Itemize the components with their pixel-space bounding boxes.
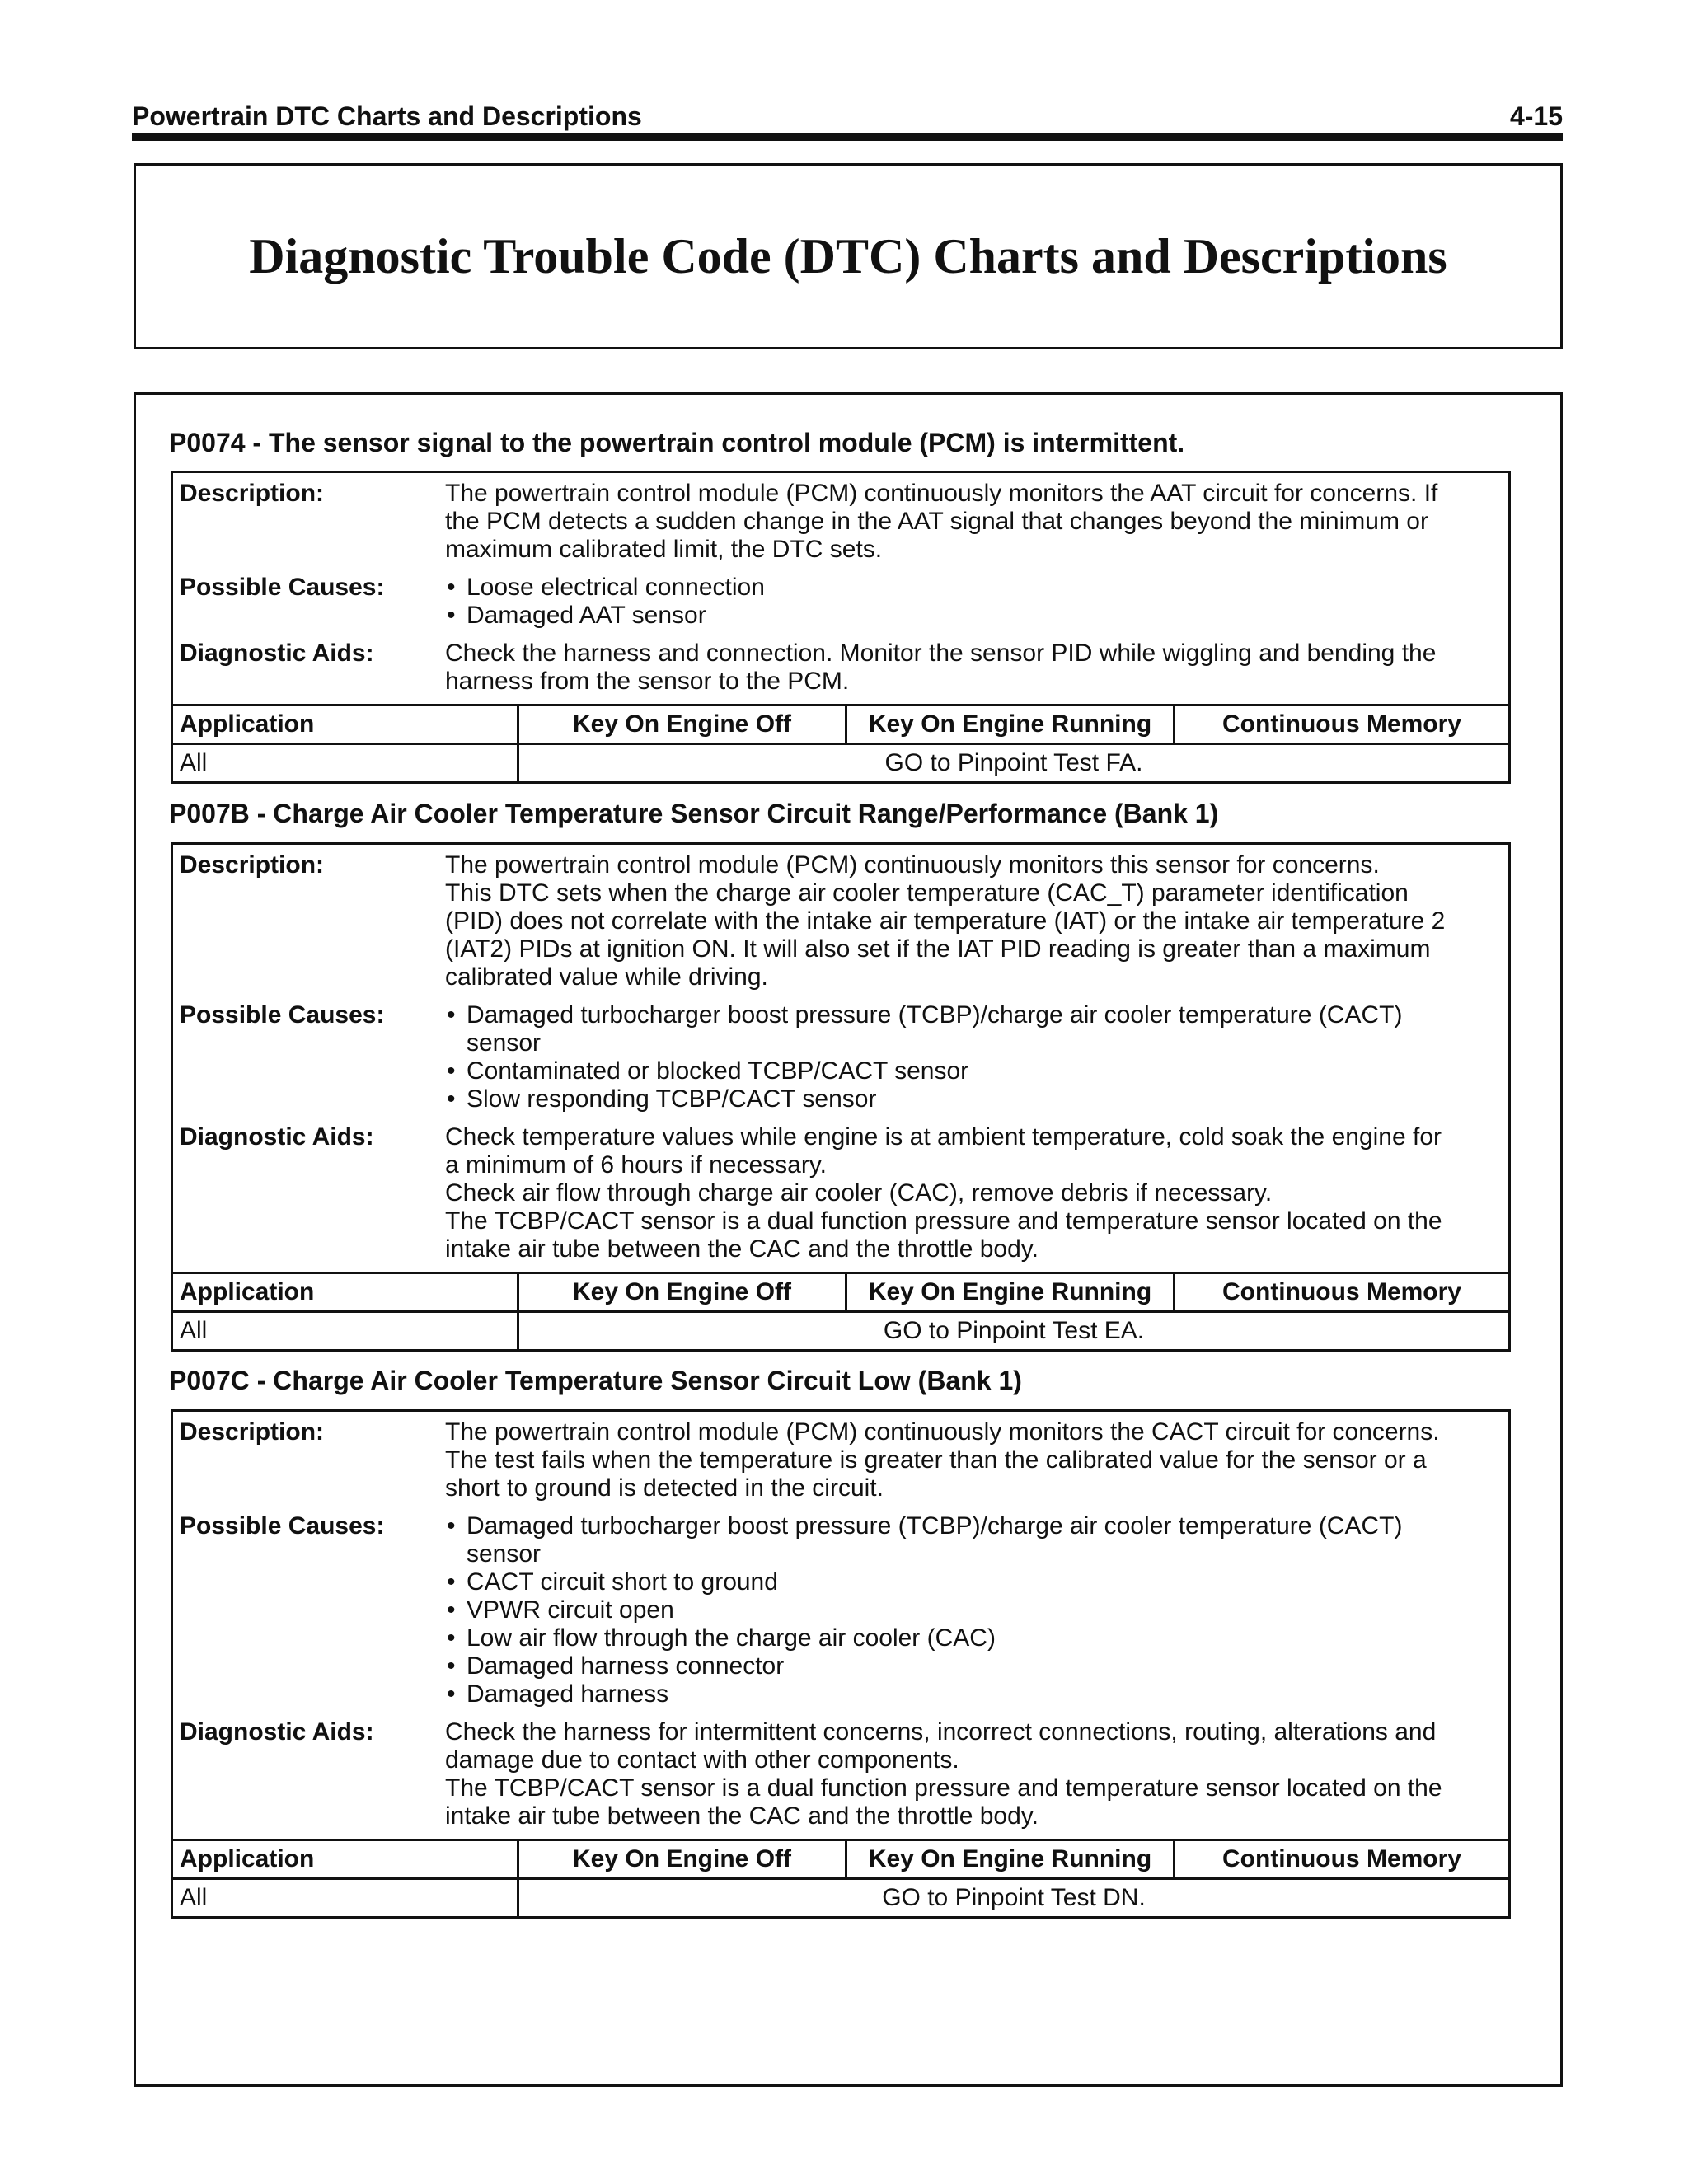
causes-label: Possible Causes:: [180, 574, 385, 601]
cm-header: Continuous Memory: [1222, 710, 1461, 738]
dtc-info: [173, 845, 1508, 1272]
aids-text: [445, 1718, 1492, 1830]
aids-label: Diagnostic Aids:: [180, 1123, 374, 1151]
bullet-list: [445, 1001, 1492, 1113]
causes-row: [180, 1512, 1492, 1708]
application-header-row: [173, 1839, 1508, 1877]
description-row: [180, 480, 1492, 564]
list-item: • Damaged harness: [445, 1680, 1492, 1708]
list-item: • CACT circuit short to ground: [445, 1568, 1492, 1596]
aids-text: [445, 1123, 1492, 1263]
application-header: Application: [173, 706, 519, 743]
application-value: All: [173, 1313, 519, 1349]
text-line: the PCM detects a sudden change in the AAT signal that changes beyond the minimum or: [445, 508, 1428, 535]
causes-list: [445, 1001, 1492, 1113]
list-item: • Loose electrical connection: [445, 574, 1492, 602]
text-line: The TCBP/CACT sensor is a dual function pressure and temperature sensor located on the: [445, 1207, 1442, 1235]
dtc-table: [171, 1409, 1511, 1919]
running-header: [132, 97, 1563, 132]
description-row: [180, 851, 1492, 991]
dtc-heading: P007B - Charge Air Cooler Temperature Sensor Circuit Range/Performance (Bank 1): [169, 799, 1219, 828]
text-line: The test fails when the temperature is greater than the calibrated value for the sensor or a: [445, 1446, 1427, 1474]
page-number: 4-15: [1509, 101, 1563, 131]
aids-label: Diagnostic Aids:: [180, 640, 374, 667]
text-line: calibrated value while driving.: [445, 963, 768, 991]
aids-text: [445, 640, 1492, 696]
text-line: The powertrain control module (PCM) continuously monitors the CACT circuit for concerns.: [445, 1418, 1440, 1446]
description-row: [180, 1418, 1492, 1502]
description-label: Description:: [180, 851, 325, 879]
list-item: • Contaminated or blocked TCBP/CACT sensor: [445, 1057, 1492, 1085]
aids-row: [180, 640, 1492, 696]
koeo-header: Key On Engine Off: [519, 1274, 847, 1310]
text-line: The powertrain control module (PCM) continuously monitors the AAT circuit for concerns. If: [445, 480, 1438, 507]
dtc-table: [171, 471, 1511, 784]
causes-label: Possible Causes:: [180, 1512, 385, 1540]
application-row: [173, 1877, 1508, 1916]
pinpoint-test-action: GO to Pinpoint Test DN.: [882, 1884, 1146, 1911]
text-line: harness from the sensor to the PCM.: [445, 668, 850, 695]
text-line: (PID) does not correlate with the intake air temperature (IAT) or the intake air temperature 2: [445, 907, 1446, 935]
list-item: • Slow responding TCBP/CACT sensor: [445, 1085, 1492, 1113]
description-label: Description:: [180, 480, 325, 507]
list-item: • Low air flow through the charge air cooler (CAC): [445, 1624, 1492, 1652]
page-title: Diagnostic Trouble Code (DTC) Charts and Descriptions: [249, 228, 1447, 284]
text-line: intake air tube between the CAC and the throttle body.: [445, 1802, 1039, 1830]
list-item: • Damaged AAT sensor: [445, 602, 1492, 630]
causes-label: Possible Causes:: [180, 1001, 385, 1029]
causes-row: [180, 1001, 1492, 1113]
description-label: Description:: [180, 1418, 325, 1446]
koer-header: Key On Engine Running: [847, 1274, 1175, 1310]
text-line: The TCBP/CACT sensor is a dual function pressure and temperature sensor located on the: [445, 1774, 1442, 1802]
description-text: [445, 480, 1492, 564]
dtc-table: [171, 842, 1511, 1352]
koer-header: Key On Engine Running: [847, 706, 1175, 743]
description-text: [445, 1418, 1492, 1502]
header-rule: [132, 133, 1563, 141]
text-line: damage due to contact with other components.: [445, 1746, 959, 1774]
application-header: Application: [173, 1841, 519, 1877]
text-line: Check temperature values while engine is at ambient temperature, cold soak the engine for: [445, 1123, 1442, 1151]
causes-list: [445, 1512, 1492, 1708]
text-line: This DTC sets when the charge air cooler temperature (CAC_T) parameter identification: [445, 879, 1409, 907]
list-item: • Damaged harness connector: [445, 1652, 1492, 1680]
text-line: Check air flow through charge air cooler (CAC), remove debris if necessary.: [445, 1179, 1273, 1207]
bullet-list: [445, 1512, 1492, 1708]
cm-header: Continuous Memory: [1222, 1278, 1461, 1305]
list-item: • VPWR circuit open: [445, 1596, 1492, 1624]
application-header-row: [173, 704, 1508, 743]
running-header-title: Powertrain DTC Charts and Descriptions: [132, 101, 642, 131]
dtc-container: [134, 392, 1563, 2087]
list-item: • Damaged turbocharger boost pressure (TCBP)/charge air cooler temperature (CACT) sensor: [445, 1512, 1492, 1568]
koeo-header: Key On Engine Off: [519, 706, 847, 743]
application-value: All: [173, 745, 519, 781]
pinpoint-test-action: GO to Pinpoint Test EA.: [883, 1317, 1145, 1344]
text-line: maximum calibrated limit, the DTC sets.: [445, 536, 883, 563]
text-line: short to ground is detected in the circuit.: [445, 1474, 884, 1502]
causes-row: [180, 574, 1492, 630]
text-line: The powertrain control module (PCM) continuously monitors this sensor for concerns.: [445, 851, 1380, 879]
koer-header: Key On Engine Running: [847, 1841, 1175, 1877]
cm-header: Continuous Memory: [1222, 1845, 1461, 1872]
aids-label: Diagnostic Aids:: [180, 1718, 374, 1746]
causes-list: [445, 574, 1492, 630]
dtc-info: [173, 473, 1508, 704]
description-text: [445, 851, 1492, 991]
bullet-list: [445, 574, 1492, 630]
koeo-header: Key On Engine Off: [519, 1841, 847, 1877]
list-item: • Damaged turbocharger boost pressure (TCBP)/charge air cooler temperature (CACT) sensor: [445, 1001, 1492, 1057]
application-header-row: [173, 1272, 1508, 1310]
aids-row: [180, 1718, 1492, 1830]
text-line: intake air tube between the CAC and the throttle body.: [445, 1235, 1039, 1263]
dtc-info: [173, 1412, 1508, 1839]
dtc-heading: P0074 - The sensor signal to the powertrain control module (PCM) is intermittent.: [169, 428, 1185, 457]
title-box: [134, 163, 1563, 349]
text-line: (IAT2) PIDs at ignition ON. It will also set if the IAT PID reading is greater than a maximum: [445, 935, 1431, 963]
dtc-heading: P007C - Charge Air Cooler Temperature Sensor Circuit Low (Bank 1): [169, 1366, 1022, 1395]
aids-row: [180, 1123, 1492, 1263]
pinpoint-test-action: GO to Pinpoint Test FA.: [884, 749, 1143, 776]
text-line: a minimum of 6 hours if necessary.: [445, 1151, 827, 1179]
application-value: All: [173, 1880, 519, 1916]
application-row: [173, 1310, 1508, 1349]
application-row: [173, 743, 1508, 781]
application-header: Application: [173, 1274, 519, 1310]
text-line: Check the harness and connection. Monitor the sensor PID while wiggling and bending the: [445, 640, 1437, 667]
text-line: Check the harness for intermittent concerns, incorrect connections, routing, alterations and: [445, 1718, 1437, 1746]
